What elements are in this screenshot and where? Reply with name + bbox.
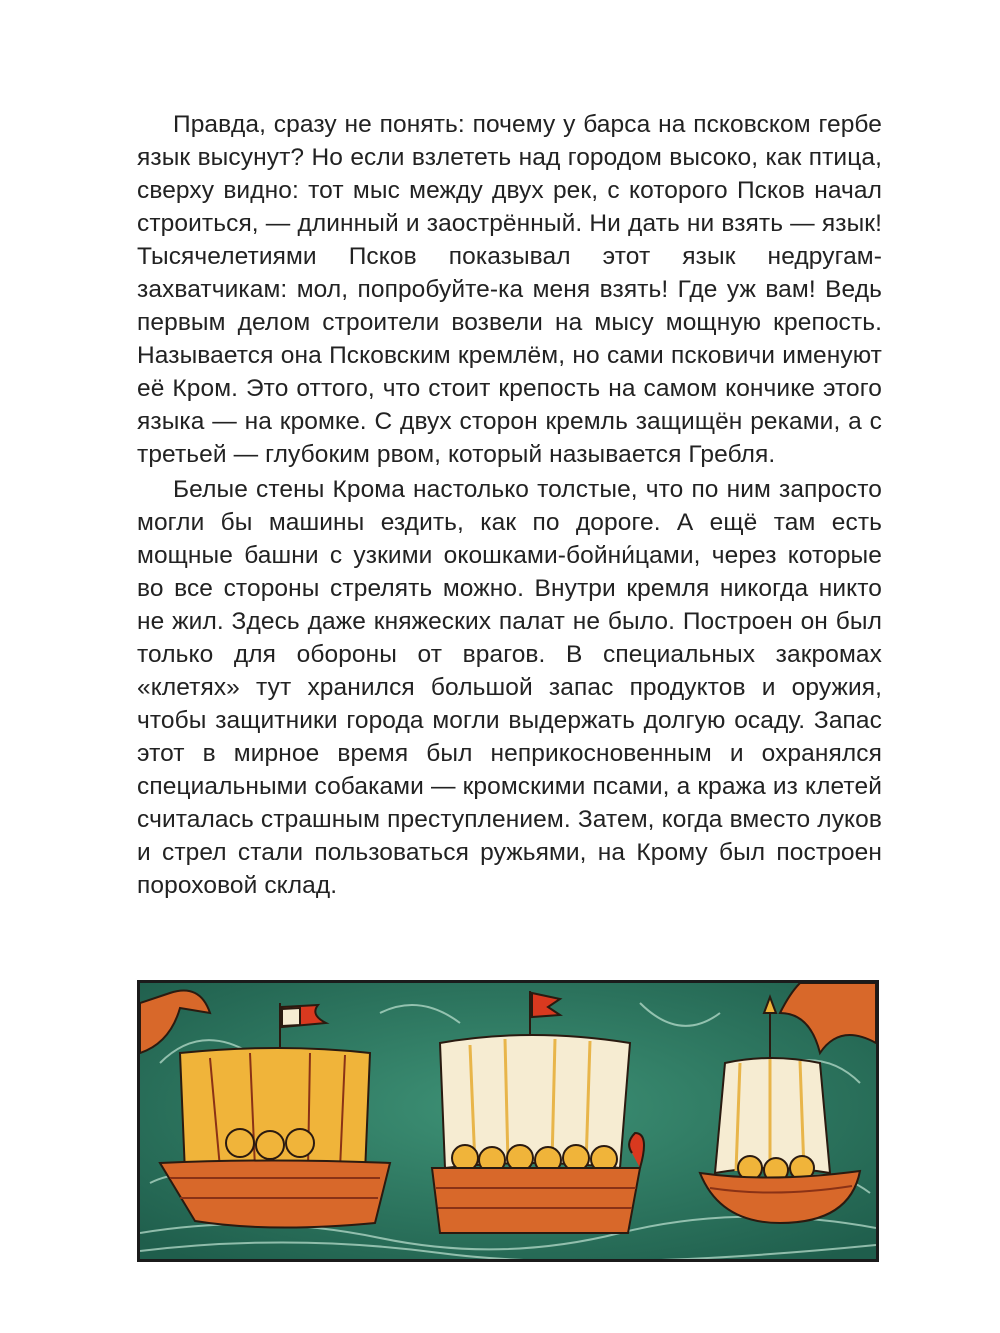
ships-picture	[140, 983, 876, 1259]
paragraph-1: Правда, сразу не понять: почему у барса на псковском гербе язык высунут? Но если взлететь над городом высоко, как птица, сверху видно: тот мыс между двух рек, с которого Псков начал строиться, — длинный и заострённый. Ни дать ни взять — язык! Тысячелетиями Псков показывал этот язык недругам-захватчикам: мол, попробуйте-ка меня взять! Где уж вам! Ведь первым делом строители возвели на мысу мощную крепость. Называется она Псковским кремлём, но сами псковичи именуют её Кром. Это оттого, что стоит крепость на самом кончике этого языка — на кромке. С двух сторон кремль защищён реками, а с третьей — глубоким рвом, который называется Гребля.	[137, 111, 882, 468]
body-text	[137, 108, 882, 902]
paragraph-2: Белые стены Крома настолько толстые, что по ним запросто могли бы машины ездить, как по дороге. А ещё там есть мощные башни с узкими окошками-бойни́цами, через которые во все стороны стрелять можно. Внутри кремля никогда никто не жил. Здесь даже княжеских палат не было. Построен он был только для обороны от врагов. В специальных закромах «клетях» тут хранился большой запас продуктов и оружия, чтобы защитники города могли выдержать долгую осаду. Запас этот в мирное время был неприкосновенным и охранялся специальными собаками — кромскими псами, а кража из клетей считалась страшным преступлением. Затем, когда вместо луков и стрел стали пользоваться ружьями, на Крому был построен пороховой склад.	[137, 476, 882, 899]
ships-illustration	[137, 980, 879, 1262]
